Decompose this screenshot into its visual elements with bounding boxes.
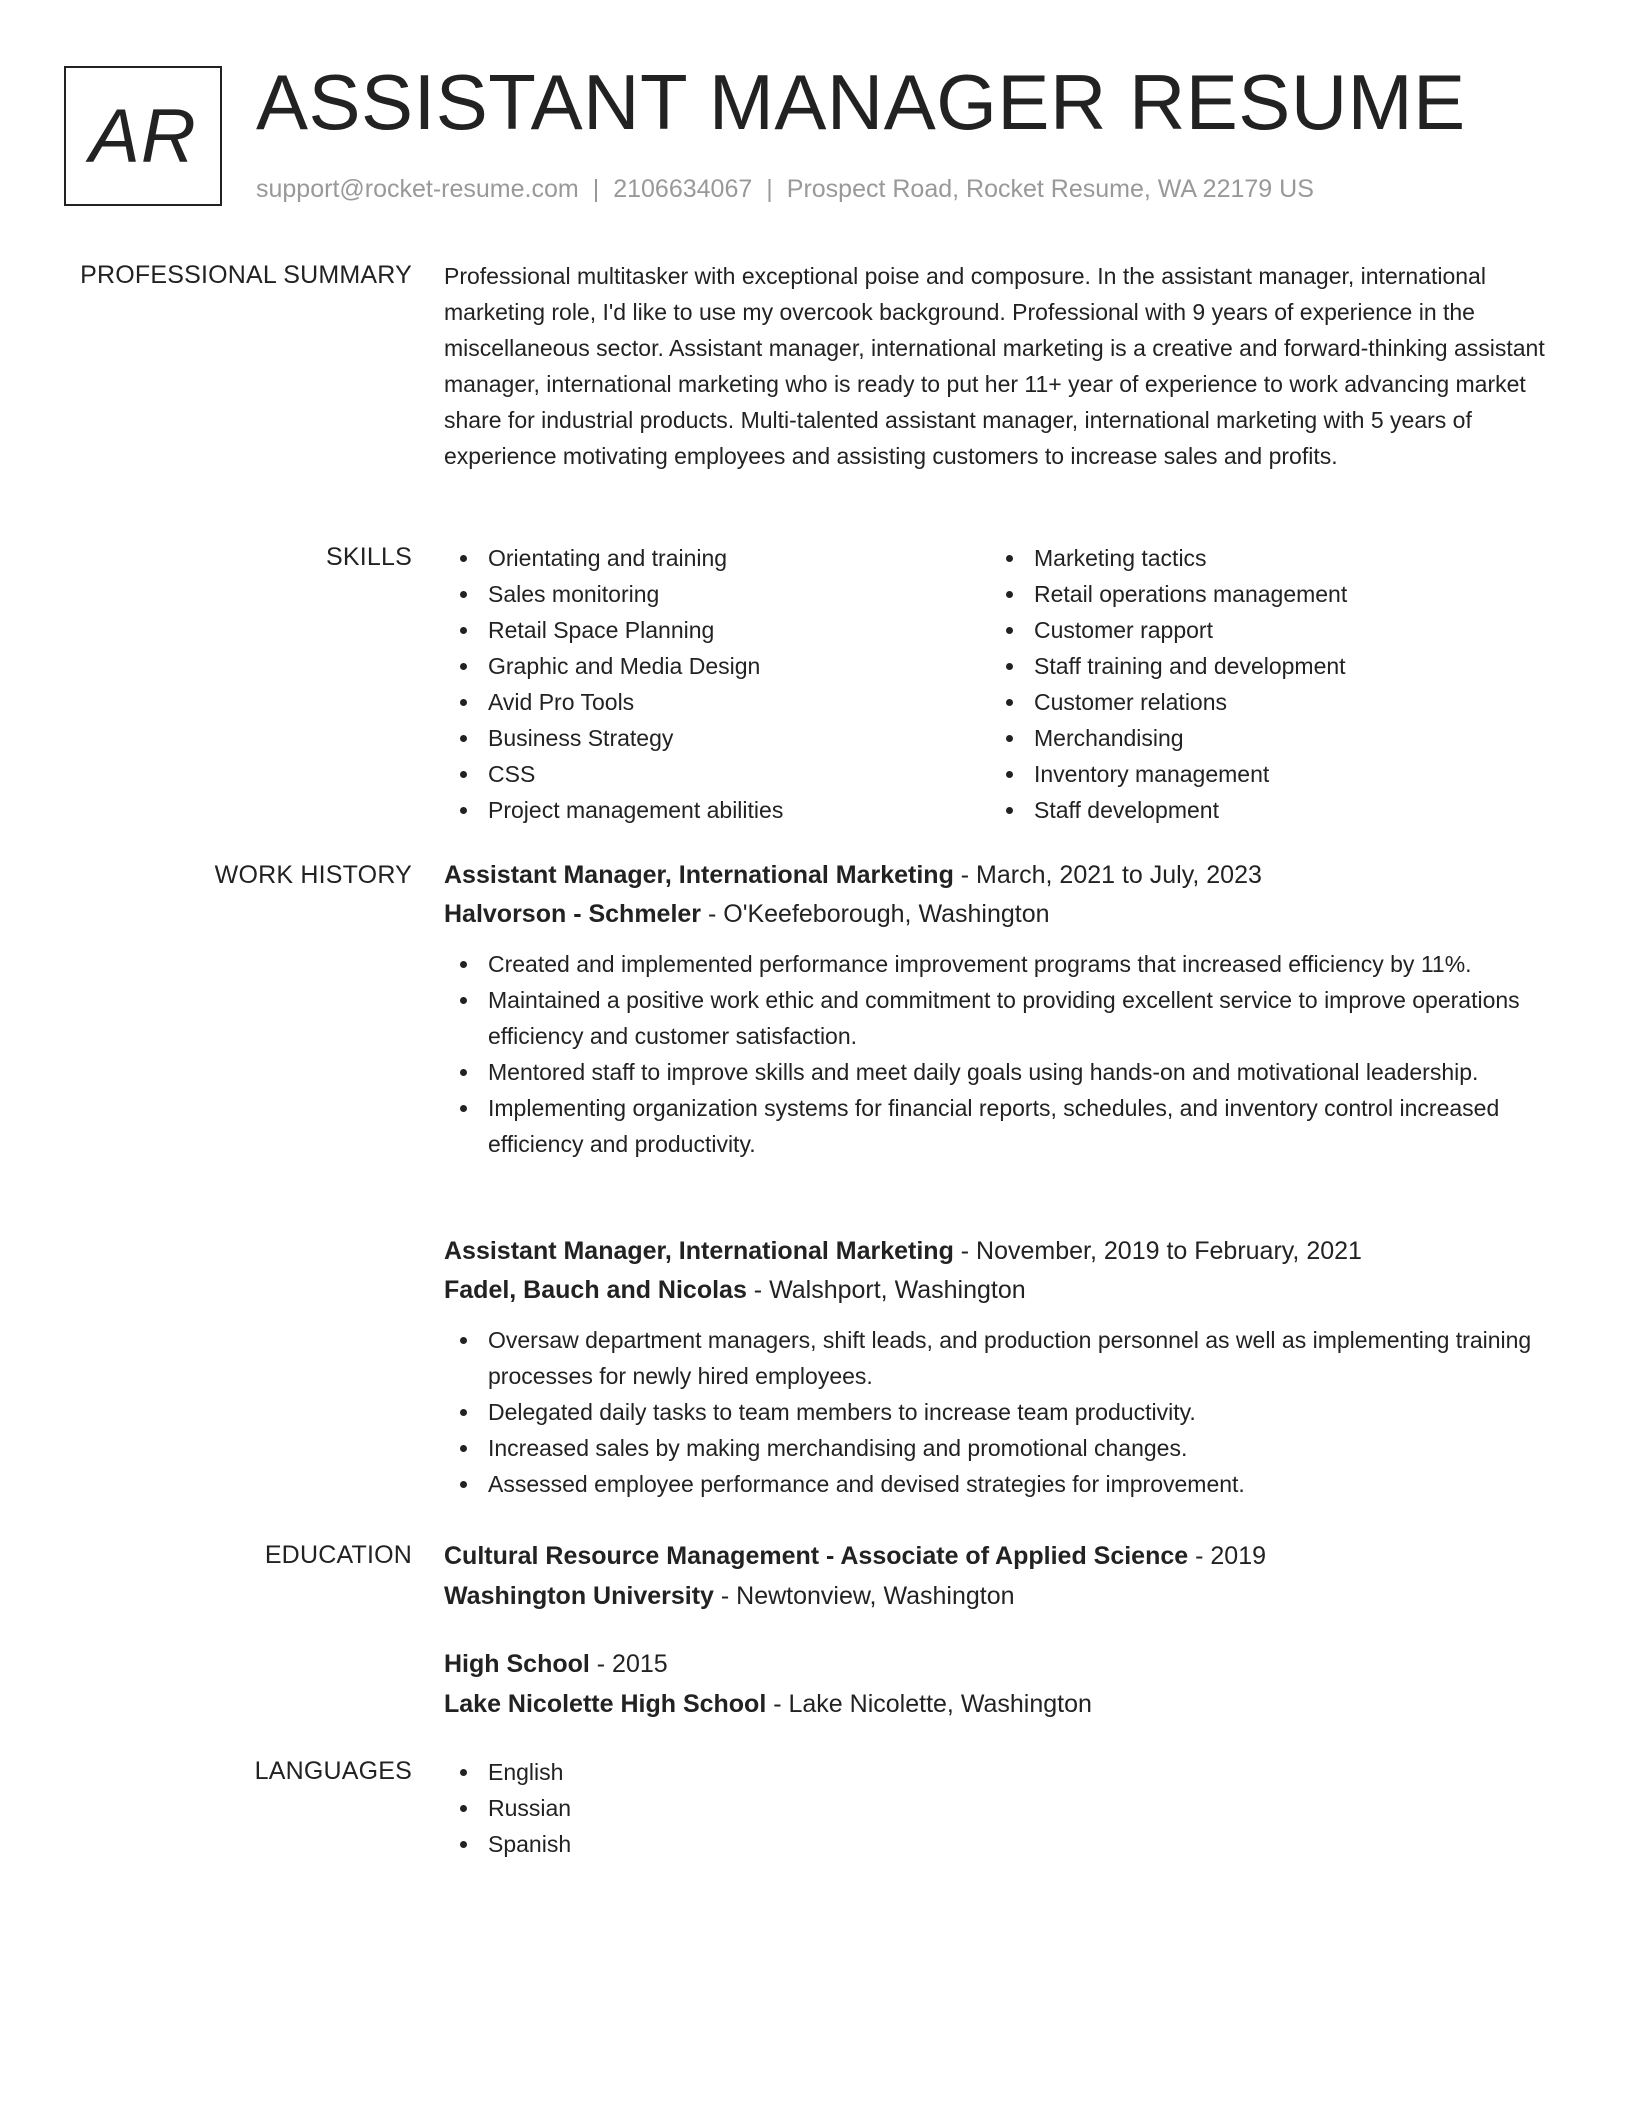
job-company: Fadel, Bauch and Nicolas [444, 1276, 747, 1304]
education-school: Lake Nicolette High School [444, 1690, 767, 1718]
contact-separator: | [766, 175, 773, 203]
skill-item: Orientating and training [444, 540, 990, 576]
skill-item: Retail Space Planning [444, 612, 990, 648]
job-location: - Walshport, Washington [746, 1276, 1026, 1304]
resume-title: ASSISTANT MANAGER RESUME [256, 58, 1466, 146]
contact-phone: 2106634067 [613, 175, 753, 203]
skill-item: Avid Pro Tools [444, 684, 990, 720]
job-title: Assistant Manager, International Marketing [444, 861, 954, 889]
job-duty-item: Implementing organization systems for financial reports, schedules, and inventory control increased efficiency and productivity. [444, 1090, 1552, 1162]
skills-list-left [444, 540, 990, 828]
education-school: Washington University [444, 1582, 714, 1610]
skill-item: Graphic and Media Design [444, 648, 990, 684]
education-year: - 2015 [589, 1650, 668, 1678]
job-duty-item: Maintained a positive work ethic and commitment to providing excellent service to improve operations efficiency and customer satisfaction. [444, 982, 1552, 1054]
skill-item: Customer rapport [990, 612, 1536, 648]
monogram-initials: AR [89, 93, 197, 179]
education-school-line [444, 1576, 1552, 1616]
skill-item: Business Strategy [444, 720, 990, 756]
job-entry [444, 856, 1552, 1162]
job-location: - O'Keefeborough, Washington [701, 900, 1050, 928]
job-company-line [444, 1271, 1552, 1310]
contact-email: support@rocket-resume.com [256, 175, 579, 203]
job-duty-item: Mentored staff to improve skills and meet daily goals using hands-on and motivational leadership. [444, 1054, 1552, 1090]
job-dates: - November, 2019 to February, 2021 [953, 1237, 1362, 1265]
job-dates: - March, 2021 to July, 2023 [953, 861, 1262, 889]
job-duties-list [444, 1322, 1552, 1502]
skill-item: Customer relations [990, 684, 1536, 720]
job-duties-list [444, 946, 1552, 1162]
skill-item: Marketing tactics [990, 540, 1536, 576]
job-title-line [444, 1232, 1552, 1271]
job-company: Halvorson - Schmeler [444, 900, 702, 928]
skill-item: Retail operations management [990, 576, 1536, 612]
education-location: - Lake Nicolette, Washington [766, 1690, 1092, 1718]
skills-list-right [990, 540, 1536, 828]
skill-item: Project management abilities [444, 792, 990, 828]
job-title: Assistant Manager, International Marketing [444, 1237, 954, 1265]
education-entry [444, 1536, 1552, 1616]
summary-text: Professional multitasker with exceptional poise and composure. In the assistant manager, international marketing role, I'd like to use my overcook background. Professional with 9 years of experience in the miscellaneous sector. Assistant manager, international marketing is a creative and forward-thinking assistant manager, international marketing who is ready to put her 11+ year of experience to work advancing market share for industrial products. Multi-talented assistant manager, international marketing with 5 years of experience motivating employees and assisting customers to increase sales and profits. [444, 263, 1545, 469]
job-company-line [444, 895, 1552, 934]
section-label-languages: LANGUAGES [254, 1757, 412, 1785]
skill-item: Staff training and development [990, 648, 1536, 684]
job-duty-item: Assessed employee performance and devised strategies for improvement. [444, 1466, 1552, 1502]
section-label-skills: SKILLS [326, 543, 412, 571]
job-duty-item: Increased sales by making merchandising and promotional changes. [444, 1430, 1552, 1466]
skill-item: Inventory management [990, 756, 1536, 792]
job-duty-item: Delegated daily tasks to team members to increase team productivity. [444, 1394, 1552, 1430]
education-degree-line [444, 1536, 1552, 1576]
contact-line [256, 172, 1314, 206]
education-year: - 2019 [1188, 1542, 1267, 1570]
education-degree: High School [444, 1650, 590, 1678]
languages-list [444, 1754, 1552, 1862]
education-degree-line [444, 1644, 1552, 1684]
contact-separator: | [592, 175, 600, 203]
section-label-education: EDUCATION [264, 1541, 412, 1569]
education-location: - Newtonview, Washington [713, 1582, 1015, 1610]
skill-item: CSS [444, 756, 990, 792]
monogram-box [64, 66, 222, 206]
skill-item: Merchandising [990, 720, 1536, 756]
skill-item: Staff development [990, 792, 1536, 828]
contact-address: Prospect Road, Rocket Resume, WA 22179 US [786, 175, 1314, 203]
job-title-line [444, 856, 1552, 895]
job-entry [444, 1232, 1552, 1502]
education-degree: Cultural Resource Management - Associate of Applied Science [444, 1542, 1189, 1570]
education-school-line [444, 1684, 1552, 1724]
language-item: English [444, 1754, 1552, 1790]
education-entry [444, 1644, 1552, 1724]
section-label-summary: PROFESSIONAL SUMMARY [80, 261, 412, 289]
language-item: Spanish [444, 1826, 1552, 1862]
skill-item: Sales monitoring [444, 576, 990, 612]
section-label-work-history: WORK HISTORY [214, 861, 412, 889]
language-item: Russian [444, 1790, 1552, 1826]
job-duty-item: Created and implemented performance improvement programs that increased efficiency by 11%. [444, 946, 1552, 982]
job-duty-item: Oversaw department managers, shift leads, and production personnel as well as implementing training processes for newly hired employees. [444, 1322, 1552, 1394]
